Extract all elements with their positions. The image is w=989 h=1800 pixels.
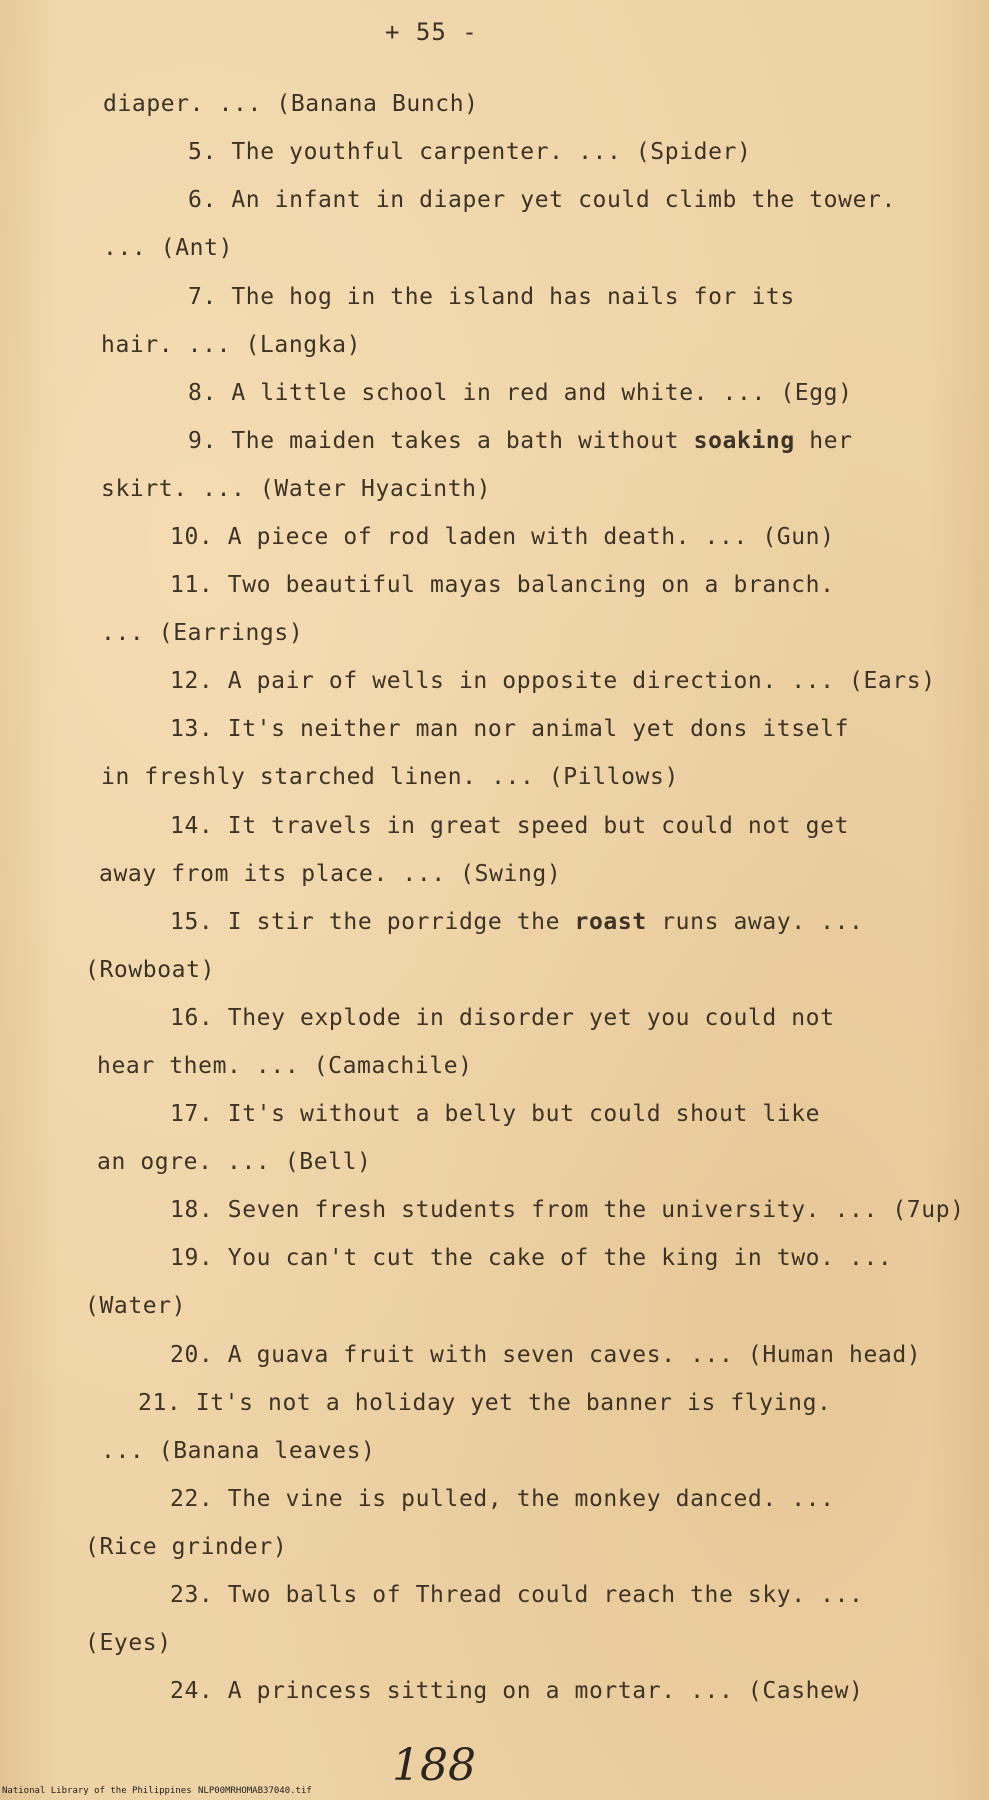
text-segment: runs away. ... — [646, 909, 864, 935]
page-number: + 55 - — [385, 18, 478, 46]
text-line: 5. The youthful carpenter. ... (Spider) — [188, 139, 752, 165]
text-line: an ogre. ... (Bell) — [97, 1149, 372, 1175]
text-line: (Water) — [85, 1293, 187, 1319]
text-line: away from its place. ... (Swing) — [99, 861, 562, 887]
text-segment: 9. The maiden takes a bath without — [188, 428, 694, 454]
text-line: in freshly starched linen. ... (Pillows) — [101, 764, 679, 790]
footer-library-name: National Library of the Philippines — [2, 1786, 192, 1796]
text-line: 11. Two beautiful mayas balancing on a branch. — [170, 572, 835, 598]
text-line: 10. A piece of rod laden with death. ... (Gun) — [170, 524, 835, 550]
text-line: ... (Earrings) — [101, 620, 304, 646]
text-line: 12. A pair of wells in opposite direction. ... (Ears) — [170, 668, 936, 694]
text-line: 7. The hog in the island has nails for its — [188, 284, 795, 310]
text-line-with-bold — [170, 908, 864, 936]
text-line: skirt. ... (Water Hyacinth) — [101, 476, 492, 502]
bold-word: roast — [574, 909, 647, 935]
text-line: diaper. ... (Banana Bunch) — [103, 91, 479, 117]
text-line: 22. The vine is pulled, the monkey danced. ... — [170, 1486, 835, 1512]
text-line: hair. ... (Langka) — [101, 332, 362, 358]
text-line: 14. It travels in great speed but could not get — [170, 813, 850, 839]
text-line: 16. They explode in disorder yet you could not — [170, 1005, 835, 1031]
bold-word: soaking — [693, 428, 795, 454]
footer-filename: NLP00MRHOMAB37040.tif — [198, 1786, 312, 1796]
text-segment: her — [794, 428, 853, 454]
text-line: 17. It's without a belly but could shout like — [170, 1101, 821, 1127]
text-line: (Rowboat) — [85, 957, 216, 983]
text-line: hear them. ... (Camachile) — [97, 1053, 473, 1079]
text-line: 6. An infant in diaper yet could climb the tower. — [188, 187, 896, 213]
text-line: 8. A little school in red and white. ... (Egg) — [188, 380, 853, 406]
text-line: ... (Ant) — [103, 235, 234, 261]
text-line: 13. It's neither man nor animal yet dons itself — [170, 716, 850, 742]
text-line: ... (Banana leaves) — [101, 1438, 376, 1464]
text-line: 23. Two balls of Thread could reach the sky. ... — [170, 1582, 864, 1608]
text-line: 18. Seven fresh students from the university. ... (7up) — [170, 1197, 965, 1223]
text-line-with-bold — [188, 427, 853, 455]
text-line: 24. A princess sitting on a mortar. ... (Cashew) — [170, 1678, 864, 1704]
text-line: (Rice grinder) — [85, 1534, 288, 1560]
text-line: 20. A guava fruit with seven caves. ... (Human head) — [170, 1342, 922, 1368]
text-line: 19. You can't cut the cake of the king in two. ... — [170, 1245, 893, 1271]
text-line: 21. It's not a holiday yet the banner is flying. — [138, 1390, 832, 1416]
text-line: (Eyes) — [85, 1630, 172, 1656]
handwritten-page-number: 188 — [392, 1740, 476, 1791]
text-segment: 15. I stir the porridge the — [170, 909, 575, 935]
